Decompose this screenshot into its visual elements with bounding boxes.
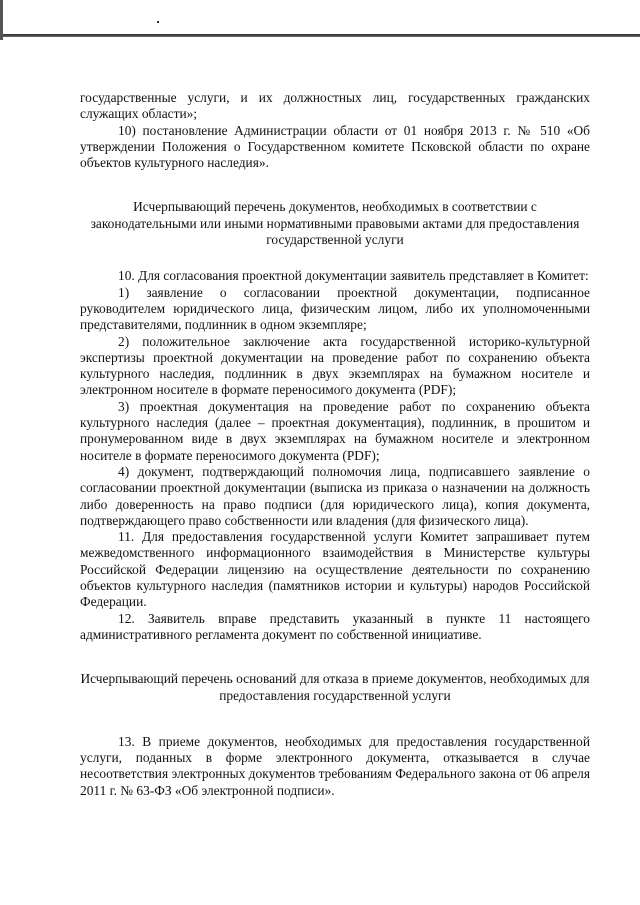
section-heading-refusal: Исчерпывающий перечень оснований для отказа в приеме документов, необходимых для предоставления государственной услуги (80, 671, 590, 703)
continuation-text: государственные услуги, и их должностных лиц, государственных гражданских служащих области»; (80, 90, 590, 122)
clause-11: 11. Для предоставления государственной услуги Комитет запрашивает путем межведомственного информационного взаимодействия в Министерстве культуры Российской Федерации лицензию на осуществление деятельности по сохранению объектов культурного наследия (памятников истории и культуры) народов Российской Федерации. (80, 529, 590, 610)
document-page (80, 90, 590, 799)
clause-10-item-1: 1) заявление о согласовании проектной документации, подписанное руководителем юридического лица, физическим лицом, либо их уполномоченными представителями, подлинник в одном экземпляре; (80, 284, 590, 333)
scan-edge-left (0, 0, 3, 40)
clause-10-item-3: 3) проектная документация на проведение работ по сохранению объекта культурного наследия (далее – проектная документация), подлинник, в прошитом и пронумерованном виде в двух экземплярах на бумажном носителе и электронном носителе в формате переносимого документа (PDF); (80, 398, 590, 463)
item-10-decree: 10) постановление Администрации области от 01 ноября 2013 г. № 510 «Об утверждении Положения о Государственном комитете Псковской области по охране объектов культурного наследия». (80, 122, 590, 171)
section-heading-documents: Исчерпывающий перечень документов, необходимых в соответствии с законодательными или иными нормативными правовыми актами для предоставления государственной услуги (90, 199, 580, 248)
clause-10: 10. Для согласования проектной документации заявитель представляет в Комитет: (118, 268, 589, 284)
clause-10-item-2: 2) положительное заключение акта государственной историко-культурной экспертизы проектной документации на проведение работ по сохранению объекта культурного наследия, подлинник в двух экземплярах на бумажном носителе и электронном носителе в формате переносимого документа (PDF); (80, 333, 590, 398)
clause-10-item-4: 4) документ, подтверждающий полномочия лица, подписавшего заявление о согласовании проектной документации (выписка из приказа о назначении на должность либо доверенность на право подписи (для юридического лица), копия документа, подтверждающего право собственности или владения (для физического лица). (80, 463, 590, 528)
scan-speck (157, 21, 159, 23)
clause-13: 13. В приеме документов, необходимых для предоставления государственной услуги, поданных в форме электронного документа, отказывается в случае несоответствия электронных документов требованиям Федерального закона от 06 апреля 2011 г. № 63-ФЗ «Об электронной подписи». (80, 733, 591, 798)
scan-edge (0, 34, 640, 37)
clause-12: 12. Заявитель вправе представить указанный в пункте 11 настоящего административного регламента документ по собственной инициативе. (80, 610, 590, 642)
